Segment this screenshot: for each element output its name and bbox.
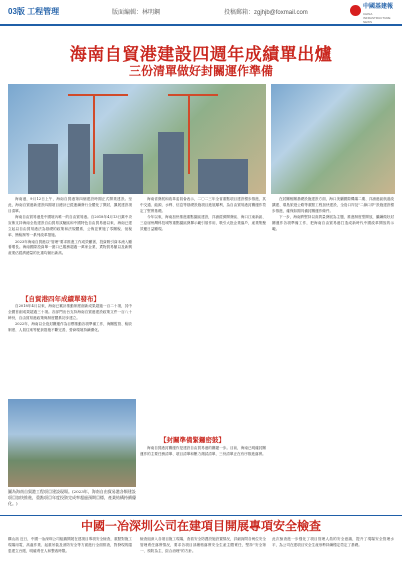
section-heading: 【自貿港四年成績單發布】 [22,295,100,303]
construction-aerial-photo [8,84,266,194]
logo-name: 中國基建報 [363,4,394,10]
article-paragraph: 海南省發展和改革委員會表示，二〇二三年全省重點項目建設穩步推進，其中交通、能源、水利、信息等基礎設施項目進展順利，為自由貿易港封關運作奠定了堅實基礎。 [140,197,266,213]
article-column-2b [140,446,266,459]
article-column-2 [140,197,266,234]
article-headline: 中國一冶深圳公司在建項目開展專項安全檢查 [80,519,321,533]
article-column-3 [272,197,394,234]
logo-subtitle: CHINA INFRASTRUCTURE NEWS [363,12,391,24]
article-paragraph: 構山訊 近日，中國一冶深圳公司組織開展在建項目專項安全檢查，重點對施工現場用電、高處作業、起重吊裝及消防安全等方面進行全面排查，對發現的隱患建立台賬，明確責任人和整改時限。 [8,537,132,553]
article-column-1b [8,304,132,335]
article-paragraph: 檢查組深入各項目施工現場，查看安全防護設施設置情況，詳細詢問各崗位安全管理責任落實情況，要求各項目部嚴格落實安全生產主體責任，堅持"安全第一、預防為主、綜合治理"的方針。 [140,537,266,553]
newspaper-logo [350,4,396,24]
article-paragraph: 此次檢查進一步強化了項目管理人員的安全意識，提升了現場安全管理水平，為公司在建項目安全生產形勢持續穩定奠定了基礎。 [272,537,394,547]
section-heading: 【封關準備緊鑼密鼓】 [160,436,225,444]
article-paragraph: 下一步，海南將堅持以高質量發展為主題，推進制度型開放，繼續做好封關運作各項準備工作，把海南自由貿易港打造成新時代中國改革開放的示範。 [272,215,394,231]
project-site-photo [271,84,395,194]
project-photo [8,399,136,487]
editor-credit: 版面編輯：林明鋼 [112,10,161,16]
article-paragraph: 海南自貿港封關運作是建設自由貿易港的關鍵一步。目前，海南已明確封關運作的主要任務清單、項目清單和壓力測試清單，三份清單正在有序推進落實。 [140,446,266,456]
article-paragraph: 自2018年4月以來，海南已累計推動制度創新成果超過一百二十項，其中全國首創成果超過三十項。各部門出台支持海南自貿港建設政策文件一百八十餘份，自由貿易港政策與制度體系初步建立。 [8,304,132,320]
article-subheadline: 三份清單做好封關運作準備 [128,64,273,78]
article-headline: 海南自貿港建設四週年成績單出爐 [69,45,333,65]
article-paragraph: 海南自由貿易港是中國境內唯一的自由貿易港。自2018年4月13日黨中央宣佈支持海南全島建設自由貿易試驗區和中國特色自由貿易港以來，海南已建立起以自由貿易港法為基礎的政策和法規體系，公佈並實施了零關稅、低稅率、簡稅制等一系列改革措施。 [8,215,132,237]
article-paragraph: 2023年海南自貿港以"管理"要求推進工作成效顯著，投資吸引資本流入顯著增長。海南國際投資單一窗口已服務超過一萬家企業，貨物貿易額以及新興產業佔經濟總量的比重均創出新高。 [8,239,132,256]
page-header [0,0,402,26]
photo-caption: 海南港，9月12日上午，海南自貿港第四個建設時期正式開業建設。至此，海南自貿港新建設四期項目總計已經連續發行全體化了開封，擴展建設項目清單。 [8,197,132,213]
photo-caption: 圖為海南自貿港工程項目建設現場。(2023年，海南自由貿易港各類建設項目加快推進，重點項目年度投資完成率超過預期目標，產業結構持續優化。) [8,489,136,506]
article-paragraph: 今年以來，海南加快推進重點園區建設，洋浦經濟開發區、海口江東新區、三亞崖州灣科技城等重點園區發揮示範引領作用，吸引大批企業落戶，產業集聚效應日益顯現。 [140,215,266,231]
article-paragraph: 在封關相關基礎設施建設方面，海口美蘭國際機場二期、洋浦港區航道改擴建、環島旅遊公路等重點工程加快建設，全島口岸及"二線口岸"設施建設穩步推進，確保如期具備封關運作條件。 [272,197,394,213]
logo-icon [350,5,361,16]
page-section-label: 03版 工程管理 [8,7,60,16]
article-divider [0,515,402,516]
submission-email: 投稿郵箱：zgjhjb@foxmail.com [224,10,308,16]
article-column-1 [8,197,132,258]
article-paragraph: 2022年，海南以全島封關運作為目標推動各項準備工作，海關監管、稅收制度、人員往來等配套措施不斷完善，營商環境持續優化。 [8,322,132,333]
